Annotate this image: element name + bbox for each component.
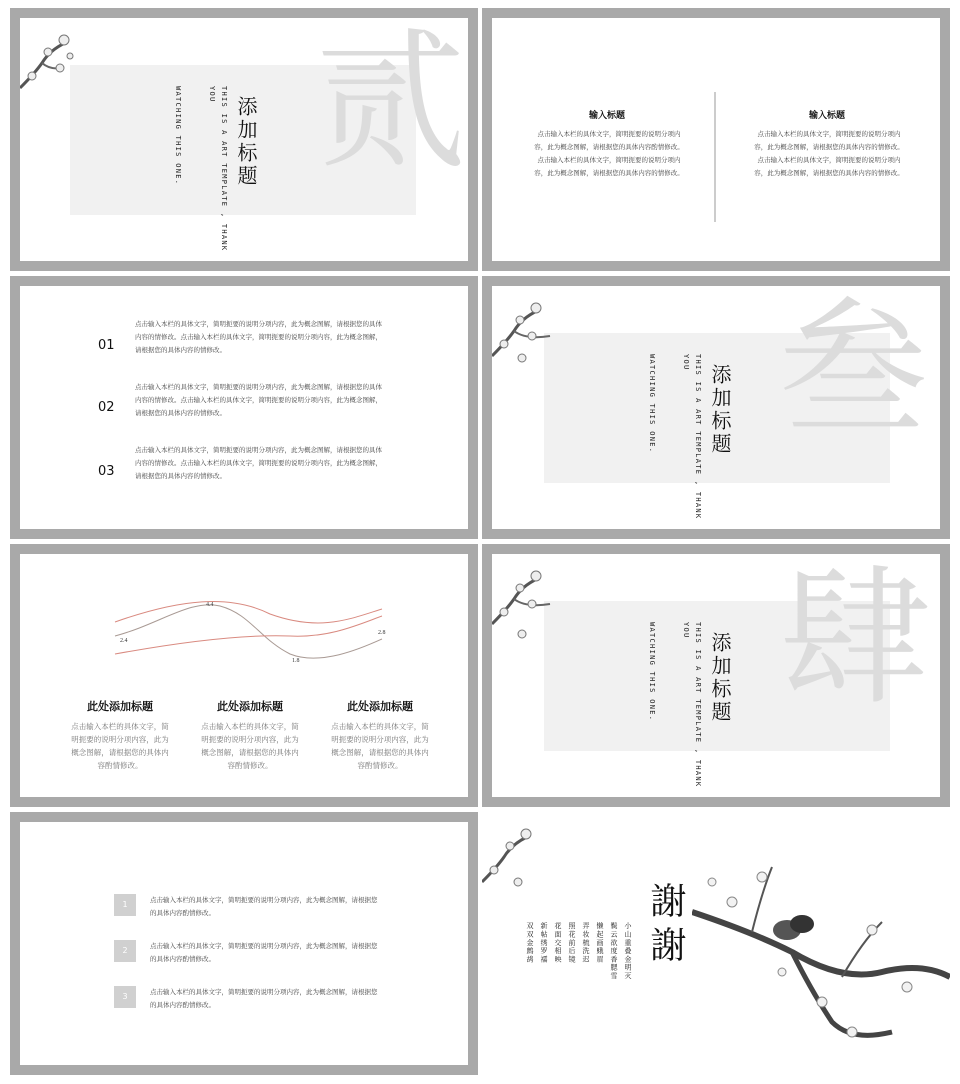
item-marker: 1 xyxy=(114,894,136,916)
poem-line: 懒起画蛾眉 xyxy=(596,922,604,964)
slide-8[interactable] xyxy=(482,812,950,1075)
slide-title: 添加标题 xyxy=(708,632,732,724)
column-heading: 此处添加标题 xyxy=(217,700,283,713)
item-text: 点击输入本栏的具体文字，简明扼要的说明分项内容，此为概念图解，请根据您的具体内容酌情修改。 xyxy=(150,942,378,963)
value-label: 2.4 xyxy=(120,638,128,644)
poem-line: 小山重叠金明灭 xyxy=(624,922,632,981)
column-text: 点击输入本栏的具体文字，简明扼要的说明分项内容，此为概念图解，请根据您的具体内容酌情修改。 xyxy=(71,722,169,770)
item-text: 点击输入本栏的具体文字，简明扼要的说明分项内容，此为概念图解，请根据您的具体内容的情修改。点击输入本栏的具体文字，简明扼要的说明分项内容，此为概念图解，请根据您的具体内容的情修改。 xyxy=(135,383,382,417)
poem-line: 照花前后镜 xyxy=(568,922,576,964)
column-text: 点击输入本栏的具体文字，简明扼要的说明分项内容，此为概念图解，请根据您的具体内容酌情修改。 xyxy=(331,722,429,770)
item-number: 03 xyxy=(98,464,115,479)
item-text: 点击输入本栏的具体文字，简明扼要的说明分项内容，此为概念图解，请根据您的具体内容酌情修改。 xyxy=(150,896,378,917)
left-heading: 输入标题 xyxy=(588,111,625,121)
column-heading: 此处添加标题 xyxy=(87,700,153,713)
wave-chart xyxy=(20,554,468,704)
slide-title: 添加标题 xyxy=(708,364,732,456)
slide-3[interactable] xyxy=(10,276,478,539)
poem-line: 花面交相映 xyxy=(554,922,562,964)
series-line-1 xyxy=(115,602,382,623)
slide-6[interactable] xyxy=(482,544,950,807)
subtitle-line-2: WATCHING THIS ONE. xyxy=(648,354,656,454)
left-text: 点击输入本栏的具体文字，简明扼要的说明分项内容，此为概念图解，请根据您的具体内容酌情修改。点击输入本栏的具体文字，简明扼要的说明分项内容，此为概念图解，请根据您的具体内容的情修改。 xyxy=(534,130,684,177)
item-marker: 2 xyxy=(114,940,136,962)
chapter-number: 叁 xyxy=(778,284,929,458)
birds-on-branch-illustration xyxy=(692,852,950,1052)
plum-branch-illustration xyxy=(492,554,556,664)
slide-title: 添加标题 xyxy=(234,96,258,188)
item-text: 点击输入本栏的具体文字，简明扼要的说明分项内容，此为概念图解，请根据您的具体内容的情修改。点击输入本栏的具体文字，简明扼要的说明分项内容，此为概念图解，请根据您的具体内容的情修改。 xyxy=(135,446,382,480)
slide-2[interactable] xyxy=(482,8,950,271)
item-text: 点击输入本栏的具体文字，简明扼要的说明分项内容，此为概念图解，请根据您的具体内容的情修改。点击输入本栏的具体文字，简明扼要的说明分项内容，此为概念图解，请根据您的具体内容的情修改。 xyxy=(135,320,382,354)
value-label: 4.4 xyxy=(206,602,214,608)
subtitle-line-2: WATCHING THIS ONE. xyxy=(648,622,656,722)
item-number: 02 xyxy=(98,400,115,415)
value-label: 2.8 xyxy=(378,630,386,636)
thanks-title: 謝謝 xyxy=(645,882,686,970)
right-text: 点击输入本栏的具体文字，简明扼要的说明分项内容，此为概念图解，请根据您的具体内容的情修改。点击输入本栏的具体文字，简明扼要的说明分项内容，此为概念图解，请根据您的具体内容的情修改。 xyxy=(754,130,904,177)
column-text: 点击输入本栏的具体文字，简明扼要的说明分项内容，此为概念图解，请根据您的具体内容酌情修改。 xyxy=(201,722,299,770)
slide-4[interactable] xyxy=(482,276,950,539)
subtitle-line-1: THIS IS A ART TEMPLATE , THANK YOU xyxy=(682,622,702,788)
slide-1[interactable] xyxy=(10,8,478,271)
item-text: 点击输入本栏的具体文字，简明扼要的说明分项内容，此为概念图解，请根据您的具体内容酌情修改。 xyxy=(150,988,378,1009)
subtitle-line-1: THIS IS A ART TEMPLATE , THANK YOU xyxy=(682,354,702,520)
poem-line: 鬓云欲度香腮雪 xyxy=(610,922,618,981)
value-label: 1.8 xyxy=(292,658,300,664)
divider xyxy=(714,92,716,222)
column-heading: 此处添加标题 xyxy=(347,700,413,713)
slide-7[interactable] xyxy=(10,812,478,1075)
poem xyxy=(526,922,634,1042)
plum-branch-illustration xyxy=(492,286,556,396)
subtitle-line-1: THIS IS A ART TEMPLATE , THANK YOU xyxy=(208,86,228,252)
right-heading: 输入标题 xyxy=(808,111,845,121)
item-marker: 3 xyxy=(114,986,136,1008)
poem-line: 双双金鹧鸪 xyxy=(526,922,534,964)
poem-line: 弄妆梳洗迟 xyxy=(582,922,590,964)
subtitle-line-2: WATCHING THIS ONE. xyxy=(174,86,182,186)
chapter-number: 贰 xyxy=(316,16,467,190)
plum-branch-illustration xyxy=(20,18,80,128)
slide-5[interactable] xyxy=(10,544,478,807)
chapter-number: 肆 xyxy=(780,552,931,726)
series-line-2 xyxy=(115,605,382,658)
item-number: 01 xyxy=(98,338,115,353)
plum-branch-illustration xyxy=(482,812,542,922)
poem-line: 新帖绣罗襦 xyxy=(540,922,548,964)
